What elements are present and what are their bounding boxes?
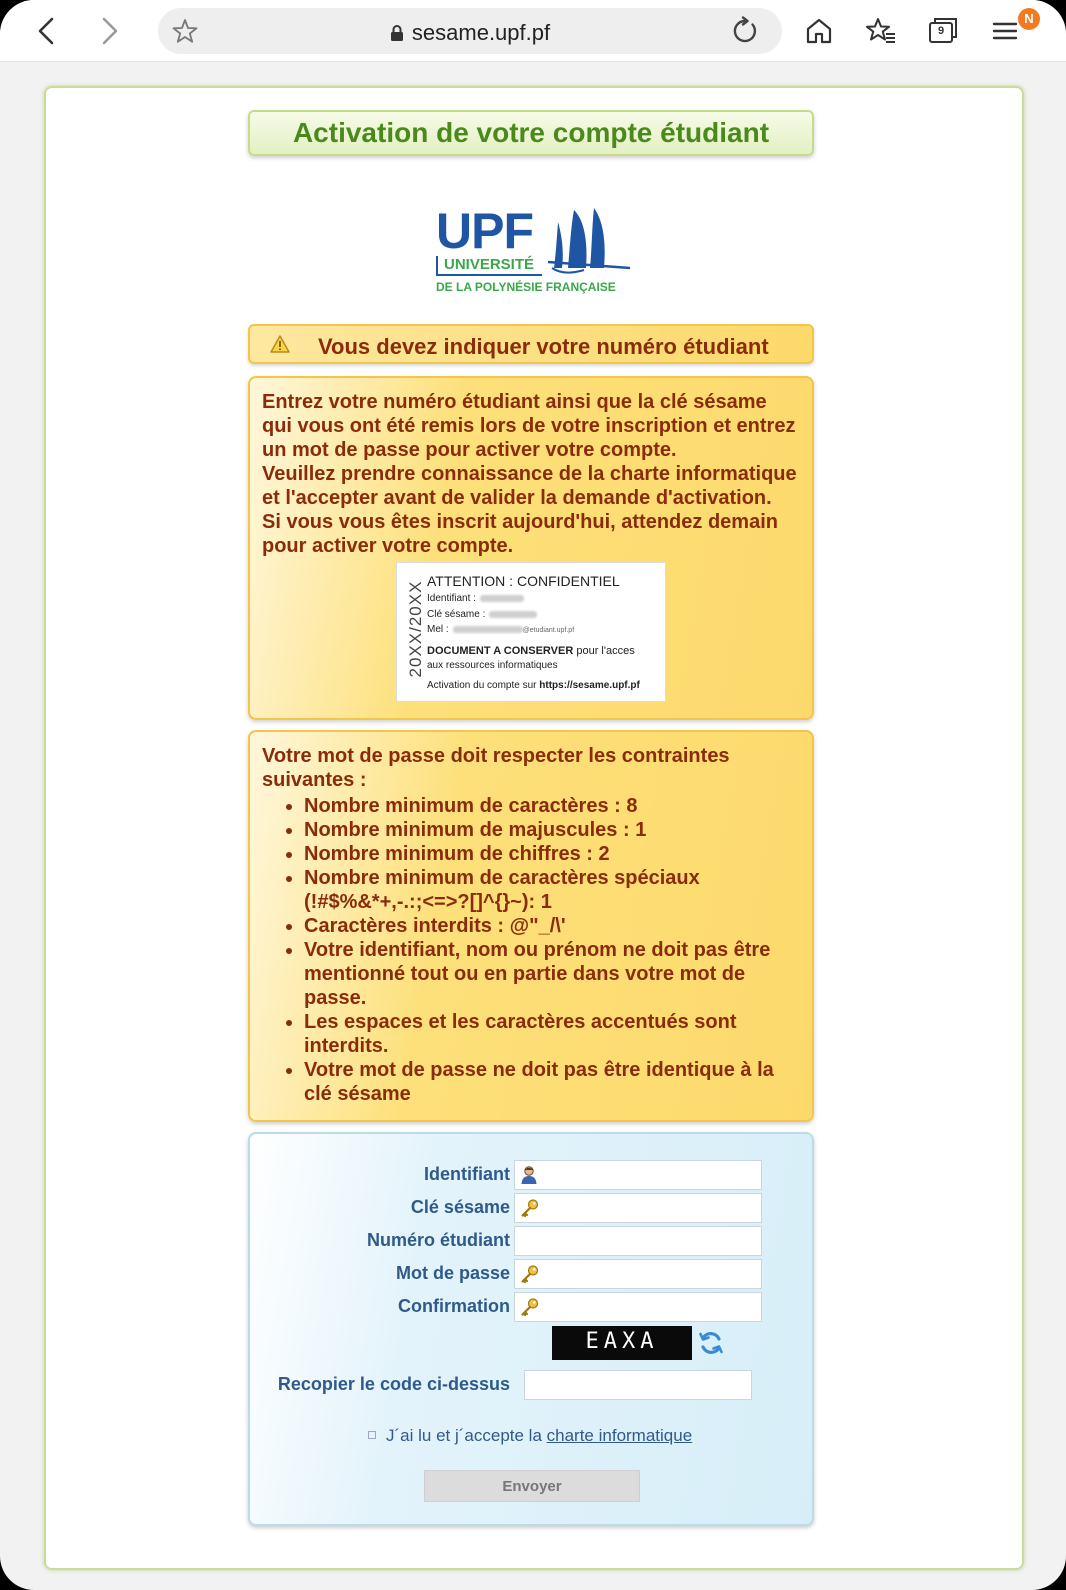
browser-toolbar xyxy=(0,0,1066,62)
blurred-value xyxy=(480,595,524,602)
menu-notification-badge: N xyxy=(1018,8,1040,30)
captcha-copy-label: Recopier le code ci-dessus xyxy=(277,1374,510,1394)
card-header: ATTENTION : CONFIDENTIEL xyxy=(427,573,620,589)
card-cle xyxy=(427,609,537,620)
accept-checkbox[interactable] xyxy=(368,1431,376,1439)
rule-item: • Nombre minimum de caractères spéciaux (!#$%&*+,-.:;<=>?[]^{}~): 1 xyxy=(304,866,806,914)
captcha-image: EAXA xyxy=(552,1326,692,1360)
card-cle-label: Clé sésame : xyxy=(427,609,486,620)
bookmarks-list-icon xyxy=(865,16,897,46)
card-identifiant-label: Identifiant : xyxy=(427,593,476,604)
info-text xyxy=(262,390,802,558)
card-doc-bold: DOCUMENT A CONSERVER xyxy=(427,645,574,657)
key-icon xyxy=(520,1198,540,1218)
numero-etudiant-label: Numéro étudiant xyxy=(366,1230,510,1250)
card-year: 20XX/20XX xyxy=(406,580,425,678)
card-mel xyxy=(427,624,574,635)
sample-credential-card xyxy=(396,562,666,702)
url-text: sesame.upf.pf xyxy=(411,20,551,45)
identifiant-input[interactable] xyxy=(514,1160,762,1190)
logo-universite-text: UNIVERSITÉ xyxy=(436,256,542,276)
lock-icon xyxy=(390,24,404,42)
cle-sesame-input[interactable] xyxy=(514,1193,762,1223)
tabs-button[interactable] xyxy=(922,10,964,52)
back-arrow-icon xyxy=(34,16,60,46)
card-doc-line xyxy=(427,645,635,657)
card-identifiant xyxy=(427,593,524,604)
rule-item: • Votre identifiant, nom ou prénom ne doit pas être mentionné tout ou en partie dans votre mot de passe. xyxy=(304,938,806,1010)
mot-de-passe-label: Mot de passe xyxy=(395,1263,510,1283)
home-icon xyxy=(804,16,834,46)
upf-logo xyxy=(436,203,636,301)
accept-charte-row xyxy=(368,1426,692,1446)
logo-polynesie-text: DE LA POLYNÉSIE FRANÇAISE xyxy=(436,280,616,294)
page-title: Activation de votre compte étudiant xyxy=(248,110,814,156)
hamburger-menu-icon xyxy=(990,16,1020,46)
identifiant-label: Identifiant xyxy=(424,1164,510,1184)
key-icon xyxy=(520,1297,540,1317)
card-mel-domain: @etudiant.upf.pf xyxy=(522,627,575,634)
password-rules-panel xyxy=(248,730,814,1122)
card-activation-line xyxy=(427,680,640,691)
reload-button[interactable] xyxy=(724,10,766,52)
card-doc-rest: pour l'acces xyxy=(573,645,635,657)
card-activation-url: https://sesame.upf.pf xyxy=(539,680,640,691)
card-activation-label: Activation du compte sur xyxy=(427,680,540,691)
rule-item: • Nombre minimum de chiffres : 2 xyxy=(304,842,806,866)
rule-item: • Les espaces et les caractères accentués sont interdits. xyxy=(304,1010,806,1058)
blurred-value xyxy=(453,626,523,633)
numero-etudiant-input[interactable] xyxy=(514,1226,762,1256)
rules-list xyxy=(262,794,806,1106)
info-paragraph-2: Veuillez prendre connaissance de la charte informatique et l'accepter avant de valider la demande d'activation. xyxy=(262,463,797,509)
bookmarks-button[interactable] xyxy=(860,10,902,52)
refresh-captcha-icon[interactable] xyxy=(698,1330,724,1356)
captcha-input[interactable] xyxy=(524,1370,752,1400)
confirmation-input[interactable] xyxy=(514,1292,762,1322)
info-panel xyxy=(248,376,814,720)
activation-form xyxy=(248,1132,814,1526)
blurred-value xyxy=(489,611,537,618)
rule-item: • Nombre minimum de majuscules : 1 xyxy=(304,818,806,842)
tabs-count: 9 xyxy=(938,25,945,37)
info-paragraph-1: Entrez votre numéro étudiant ainsi que la clé sésame qui vous ont été remis lors de votre inscription et entrez un mot de passe pour activer votre compte. xyxy=(262,391,796,461)
home-button[interactable] xyxy=(798,10,840,52)
back-button[interactable] xyxy=(26,10,68,52)
password-rules xyxy=(262,744,806,1106)
page-container xyxy=(44,86,1024,1570)
card-mel-label: Mel : xyxy=(427,624,449,635)
warning-triangle-icon xyxy=(270,335,290,353)
info-paragraph-3: Si vous vous êtes inscrit aujourd'hui, attendez demain pour activer votre compte. xyxy=(262,511,778,557)
key-icon xyxy=(520,1264,540,1284)
cle-sesame-label: Clé sésame xyxy=(410,1197,510,1217)
mot-de-passe-input[interactable] xyxy=(514,1259,762,1289)
charte-link[interactable]: charte informatique xyxy=(546,1426,693,1445)
reload-icon xyxy=(730,16,760,46)
logo-sail-icon xyxy=(544,206,636,278)
accept-text: J´ai lu et j´accepte la xyxy=(386,1426,547,1445)
confirmation-label: Confirmation xyxy=(398,1296,510,1316)
user-icon xyxy=(520,1165,538,1185)
rule-item: • Caractères interdits : @"_/\' xyxy=(304,914,806,938)
address-bar[interactable] xyxy=(158,8,782,54)
logo-upf-text: UPF xyxy=(436,203,533,259)
forward-arrow-icon xyxy=(96,16,122,46)
card-doc-line2: aux ressources informatiques xyxy=(427,660,558,671)
rules-intro: Votre mot de passe doit respecter les contraintes suivantes : xyxy=(262,745,730,791)
forward-button[interactable] xyxy=(88,10,130,52)
rule-item: • Votre mot de passe ne doit pas être identique à la clé sésame xyxy=(304,1058,806,1106)
envoyer-button[interactable]: Envoyer xyxy=(424,1470,640,1502)
warning-message: Vous devez indiquer votre numéro étudiant xyxy=(318,334,769,359)
warning-alert xyxy=(248,324,814,364)
rule-item: • Nombre minimum de caractères : 8 xyxy=(304,794,806,818)
url-display[interactable] xyxy=(158,20,782,46)
